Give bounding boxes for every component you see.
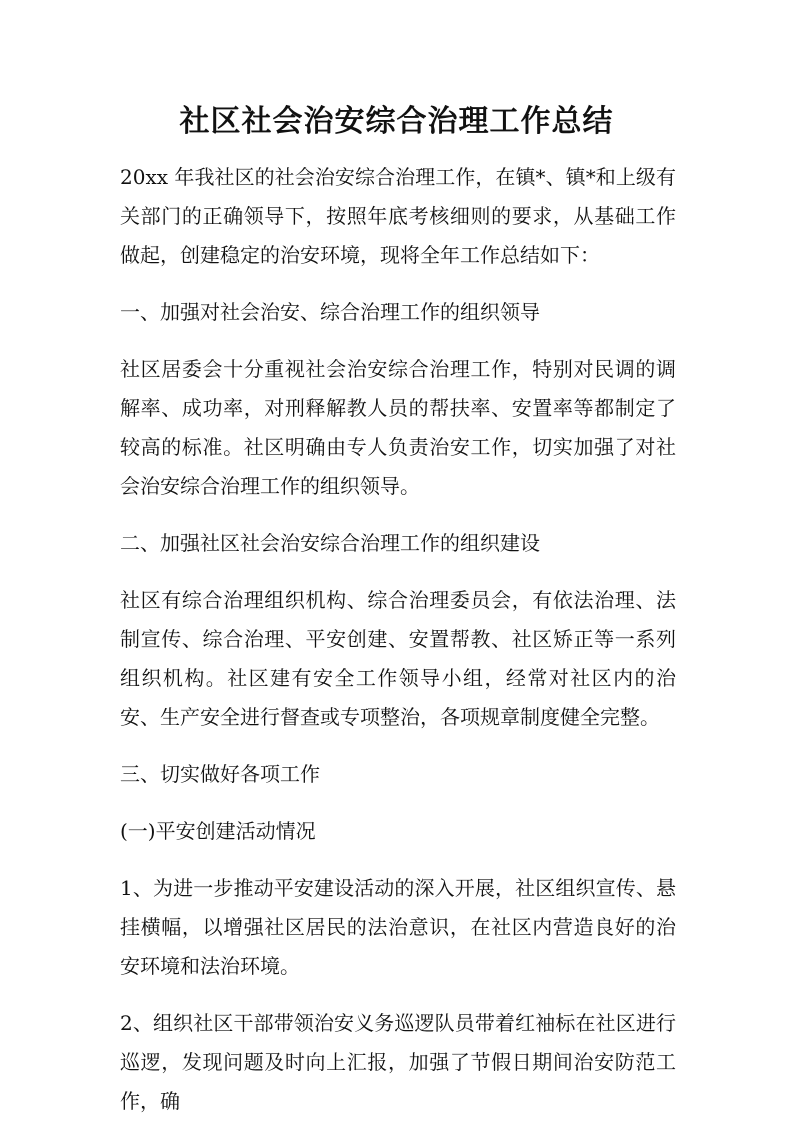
document-title: 社区社会治安综合治理工作总结 <box>179 104 614 139</box>
intro-paragraph: 20xx 年我社区的社会治安综合治理工作，在镇*、镇*和上级有关部门的正确领导下，按照年底考核细则的要求，从基础工作做起，创建稳定的治安环境，现将全年工作总结如下： <box>120 165 676 267</box>
item-1-paragraph: 1、为进一步推动平安建设活动的深入开展，社区组织宣传、悬挂横幅，以增强社区居民的法治意识，在社区内营造良好的治安环境和法治环境。 <box>120 876 676 978</box>
item-2-paragraph: 2、组织社区干部带领治安义务巡逻队员带着红袖标在社区进行巡逻，发现问题及时向上汇报，加强了节假日期间治安防范工作，确 <box>120 1011 676 1113</box>
section-1-paragraph: 社区居委会十分重视社会治安综合治理工作，特别对民调的调解率、成功率，对刑释解教人员的帮扶率、安置率等都制定了较高的标准。社区明确由专人负责治安工作，切实加强了对社会治安综合治理工作的组织领导。 <box>120 357 676 498</box>
section-heading-2: 二、加强社区社会治安综合治理工作的组织建设 <box>120 531 540 555</box>
section-2-paragraph: 社区有综合治理组织机构、综合治理委员会，有依法治理、法制宣传、综合治理、平安创建、安置帮教、社区矫正等一系列组织机构。社区建有安全工作领导小组，经常对社区内的治安、生产安全进行督查或专项整治，各项规章制度健全完整。 <box>120 588 676 729</box>
subsection-heading-1: (一)平安创建活动情况 <box>120 819 316 843</box>
section-heading-1: 一、加强对社会治安、综合治理工作的组织领导 <box>120 300 540 324</box>
section-heading-3: 三、切实做好各项工作 <box>120 762 320 786</box>
document-body <box>120 158 676 1139</box>
